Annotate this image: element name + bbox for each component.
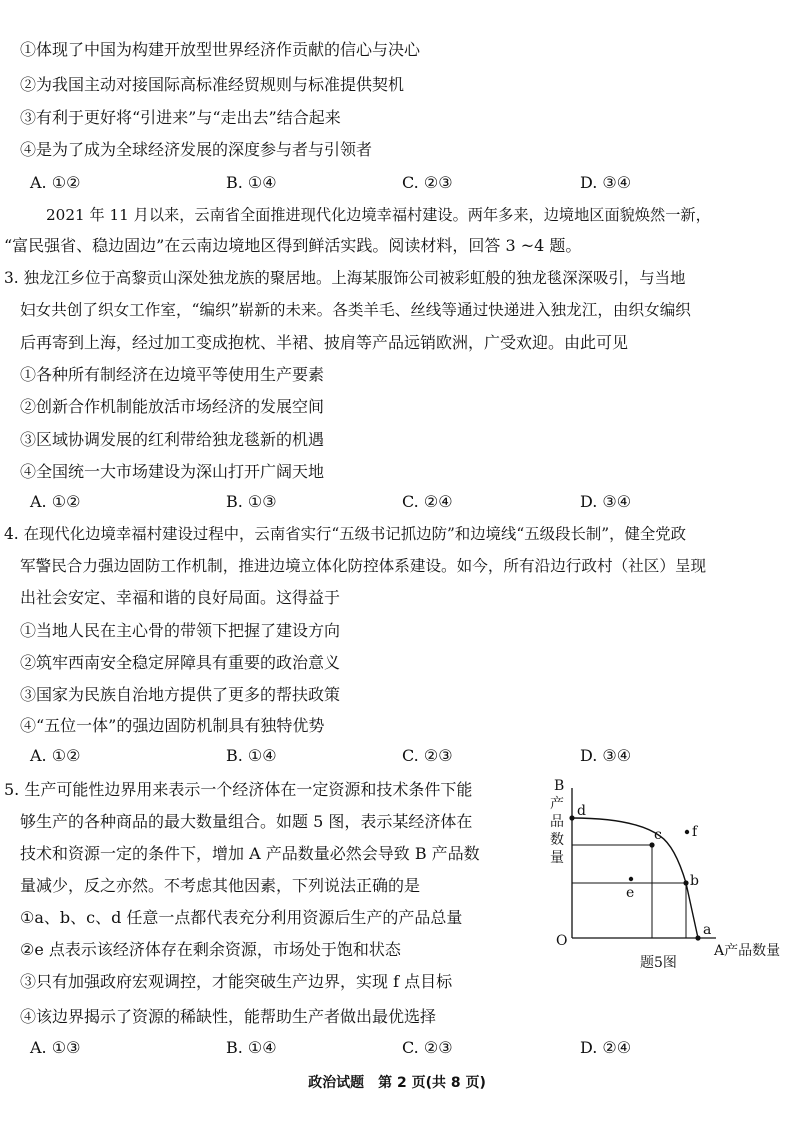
- q5-stem-2: 够生产的各种商品的最大数量组合。如题 5 图，表示某经济体在: [20, 812, 473, 831]
- q4-option-2: ②筑牢西南安全稳定屏障具有重要的政治意义: [20, 653, 341, 672]
- q5-choice-a: A. ①③: [30, 1038, 81, 1057]
- q3-option-3: ③区域协调发展的红利带给独龙毯新的机遇: [20, 430, 325, 449]
- q3-choice-c: C. ②④: [402, 492, 453, 511]
- q3-option-4: ④全国统一大市场建设为深山打开广阔天地: [20, 462, 325, 481]
- q3-choice-b: B. ①③: [226, 492, 277, 511]
- page-footer: 政治试题 第 2 页(共 8 页): [308, 1075, 486, 1091]
- q5-option-3: ③只有加强政府宏观调控，才能突破生产边界，实现 f 点目标: [20, 972, 453, 991]
- q4-stem-1: 4. 在现代化边境幸福村建设过程中，云南省实行“五级书记抓边防”和边境线“五级段长制”，健全党政: [4, 525, 687, 543]
- q2-option-2: ②为我国主动对接国际高标准经贸规则与标准提供契机: [20, 75, 405, 94]
- intro-line-1: 2021 年 11 月以来，云南省全面推进现代化边境幸福村建设。两年多来，边境地区面貌焕然一新，: [46, 206, 711, 224]
- q3-stem-1: 3. 独龙江乡位于高黎贡山深处独龙族的聚居地。上海某服饰公司被彩虹般的独龙毯深深吸引，与当地: [4, 269, 686, 287]
- q2-choice-c: C. ②③: [402, 173, 453, 192]
- q5-option-4: ④该边界揭示了资源的稀缺性，能帮助生产者做出最优选择: [20, 1007, 437, 1026]
- q4-option-1: ①当地人民在主心骨的带领下把握了建设方向: [20, 621, 341, 640]
- point-a: [695, 935, 700, 940]
- label-e: e: [626, 885, 635, 901]
- x-axis-label: A产品数量: [714, 943, 781, 959]
- q5-option-2: ②e 点表示该经济体存在剩余资源，市场处于饱和状态: [20, 940, 401, 959]
- ppf-figure: [540, 770, 790, 990]
- q5-stem-3: 技术和资源一定的条件下，增加 A 产品数量必然会导致 B 产品数: [20, 844, 480, 863]
- point-d: [569, 815, 574, 820]
- q2-option-3: ③有利于更好将“引进来”与“走出去”结合起来: [20, 108, 341, 127]
- q5-choice-d: D. ②④: [580, 1038, 632, 1057]
- q5-stem-1: 5. 生产可能性边界用来表示一个经济体在一定资源和技术条件下能: [4, 780, 473, 799]
- q2-choice-d: D. ③④: [580, 173, 632, 192]
- label-f: f: [692, 824, 698, 840]
- q5-option-1: ①a、b、c、d 任意一点都代表充分利用资源后生产的产品总量: [20, 908, 463, 927]
- y-axis-label-b: B: [554, 778, 565, 794]
- q4-option-4: ④“五位一体”的强边固防机制具有独特优势: [20, 716, 325, 735]
- q3-option-2: ②创新合作机制能放活市场经济的发展空间: [20, 397, 325, 416]
- q4-stem-2: 军警民合力强边固防工作机制，推进边境立体化防控体系建设。如今，所有沿边行政村（社区）呈现: [20, 557, 707, 575]
- frontier-line: [572, 818, 698, 938]
- q3-choice-d: D. ③④: [580, 492, 632, 511]
- q4-choice-d: D. ③④: [580, 746, 632, 765]
- point-e: [629, 877, 633, 881]
- label-d: d: [577, 803, 586, 819]
- q4-choice-b: B. ①④: [226, 746, 277, 765]
- y-axis-label-char-3: 数: [550, 832, 564, 848]
- q5-choice-b: B. ①④: [226, 1038, 277, 1057]
- y-axis-label-char-1: 产: [550, 796, 564, 812]
- point-f: [685, 830, 689, 834]
- q4-option-3: ③国家为民族自治地方提供了更多的帮扶政策: [20, 685, 341, 704]
- q2-choice-b: B. ①④: [226, 173, 277, 192]
- point-c: [649, 842, 654, 847]
- q5-choice-c: C. ②③: [402, 1038, 453, 1057]
- figure-caption: 题5图: [640, 955, 677, 971]
- q3-stem-3: 后再寄到上海，经过加工变成抱枕、半裙、披肩等产品远销欧洲，广受欢迎。由此可见: [20, 333, 629, 352]
- q4-stem-3: 出社会安定、幸福和谐的良好局面。这得益于: [20, 588, 341, 607]
- label-b: b: [690, 873, 699, 889]
- q2-choice-a: A. ①②: [30, 173, 81, 192]
- q2-option-1: ①体现了中国为构建开放型世界经济作贡献的信心与决心: [20, 40, 421, 59]
- q4-choice-c: C. ②③: [402, 746, 453, 765]
- intro-line-2: “富民强省、稳边固边”在云南边境地区得到鲜活实践。阅读材料，回答 3 ~4 题。: [4, 236, 582, 255]
- q4-choice-a: A. ①②: [30, 746, 81, 765]
- point-b: [683, 880, 688, 885]
- q3-stem-2: 妇女共创了织女工作室，“编织”崭新的未来。各类羊毛、丝线等通过快递进入独龙江，由织女编织: [20, 301, 691, 319]
- ppf-diagram: [540, 770, 790, 990]
- y-axis-label-char-4: 量: [550, 850, 564, 866]
- label-c: c: [654, 827, 662, 843]
- q2-option-4: ④是为了成为全球经济发展的深度参与者与引领者: [20, 140, 373, 159]
- y-axis-label-char-2: 品: [550, 814, 564, 830]
- q5-stem-4: 量减少，反之亦然。不考虑其他因素，下列说法正确的是: [20, 876, 421, 895]
- origin-label: O: [556, 933, 568, 949]
- label-a: a: [703, 922, 712, 938]
- ppf-curve: [572, 818, 702, 938]
- q3-option-1: ①各种所有制经济在边境平等使用生产要素: [20, 365, 325, 384]
- q3-choice-a: A. ①②: [30, 492, 81, 511]
